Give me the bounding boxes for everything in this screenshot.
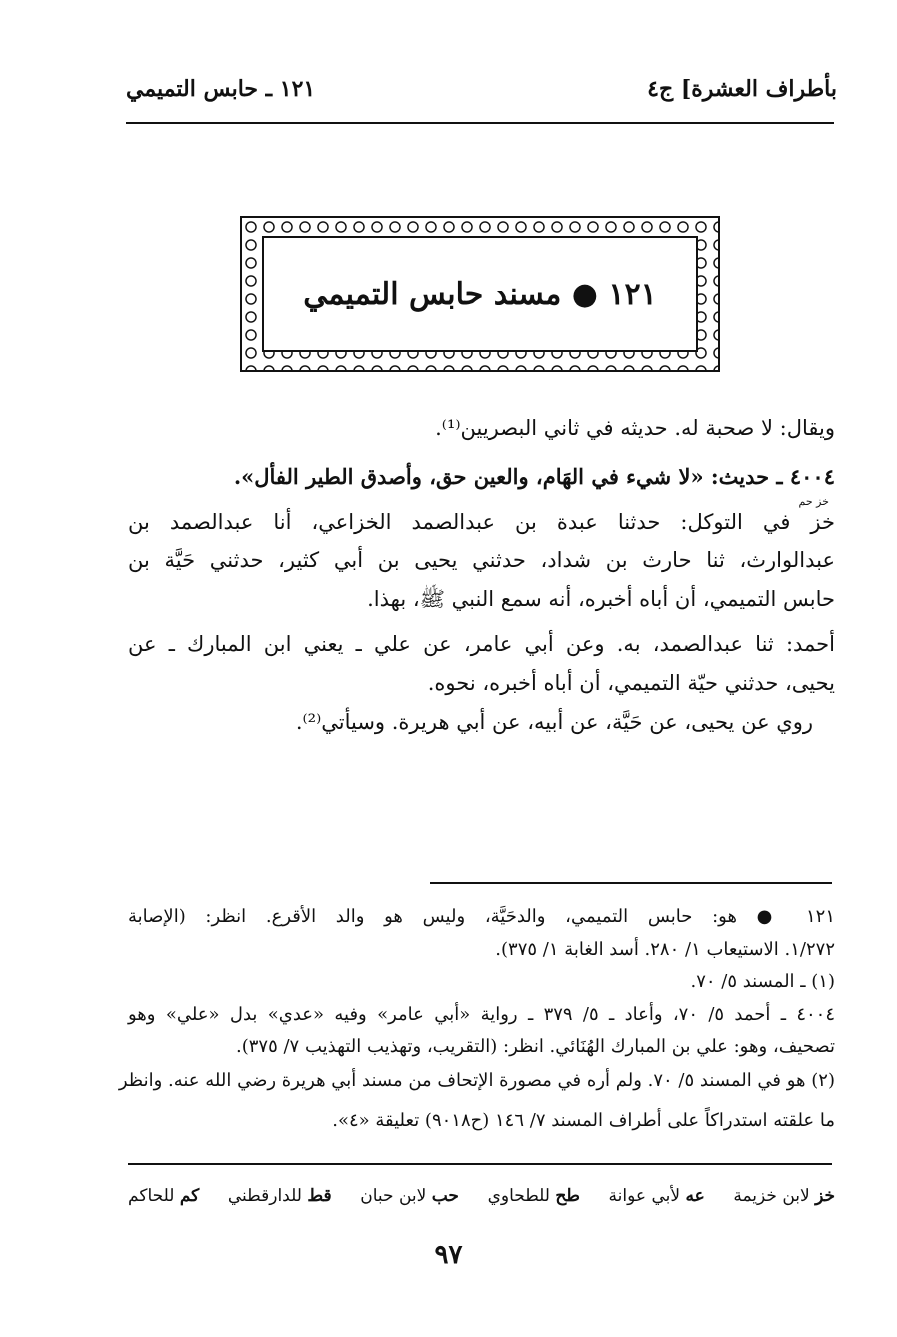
page-number: ٩٧ bbox=[434, 1240, 463, 1270]
hadith-heading: ٤٠٠٤ ـ حديث: «لا شيء في الهَام، والعين حق، وأصدق الطير الفأل». bbox=[233, 464, 835, 489]
key-rule bbox=[128, 1163, 832, 1165]
footnote-line-1: ١٢١ ● هو: حابس التميمي، والدحَيَّة، وليس هو والد الأقرع. انظر: (الإصابة bbox=[128, 906, 835, 927]
key-item: خز لابن خزيمة bbox=[733, 1186, 835, 1206]
key-item: حب لابن حبان bbox=[360, 1186, 459, 1206]
key-item: كم للحاكم bbox=[128, 1186, 200, 1206]
footnote-line-2: ١/٢٧٢. الاستيعاب ١/ ٢٨٠. أسد الغابة ١/ ٣٧٥). bbox=[495, 939, 835, 960]
key-item: طح للطحاوي bbox=[487, 1186, 580, 1206]
sigla-marker: خز حم bbox=[798, 495, 829, 508]
running-header-chapter: ١٢١ ـ حابس التميمي bbox=[126, 76, 316, 102]
section-title: ١٢١ ● مسند حابس التميمي bbox=[303, 276, 657, 312]
footnote-line-5: تصحيف، وهو: علي بن المبارك الهُنَائي. انظر: (التقريب، وتهذيب التهذيب ٧/ ٣٧٥). bbox=[235, 1036, 835, 1057]
footnote-rule bbox=[430, 882, 832, 884]
body-line-4: عبدالوارث، ثنا حارث بن شداد، حدثني يحيى بن أبي كثير، حدثني حَيَّة بن bbox=[128, 548, 835, 572]
body-line-6: أحمد: ثنا عبدالصمد، به. وعن أبي عامر، عن علي ـ يعني ابن المبارك ـ عن bbox=[128, 632, 835, 656]
body-line-1: ويقال: لا صحبة له. حديثه في ثاني البصريين⁽¹⁾. bbox=[435, 416, 835, 440]
body-line-3: خز في التوكل: حدثنا عبدة بن عبدالصمد الخزاعي، أنا عبدالصمد بن bbox=[128, 510, 835, 534]
body-line-7: يحيى، حدثني حيّة التميمي، أن أباه أخبره، نحوه. bbox=[427, 671, 835, 695]
footnote-line-6: (٢) هو في المسند ٥/ ٧٠. ولم أره في مصورة الإتحاف من مسند أبي هريرة رضي الله عنه. وانظر bbox=[118, 1070, 835, 1091]
ornamental-title-frame bbox=[240, 216, 720, 372]
key-item: قط للدارقطني bbox=[227, 1186, 332, 1206]
key-item: عه لأبي عوانة bbox=[608, 1186, 705, 1206]
running-header-book: بأطراف العشرة] ج٤ bbox=[647, 76, 837, 102]
abbreviation-key bbox=[128, 1186, 835, 1206]
footnote-line-4: ٤٠٠٤ ـ أحمد ٥/ ٧٠، وأعاد ـ ٥/ ٣٧٩ ـ رواية «أبي عامر» وفيه «عدي» بدل «علي» وهو bbox=[128, 1004, 836, 1025]
body-line-8: روي عن يحيى، عن حَيَّة، عن أبيه، عن أبي هريرة. وسيأتي⁽²⁾. bbox=[295, 710, 813, 734]
footnote-line-3: (١) ـ المسند ٥/ ٧٠. bbox=[690, 971, 835, 992]
footnote-line-7: ما علقته استدراكاً على أطراف المسند ٧/ ١٤٦ (ح٩٠١٨) تعليقة «٤». bbox=[332, 1110, 835, 1131]
title-panel bbox=[262, 236, 698, 352]
body-line-5: حابس التميمي، أن أباه أخبره، أنه سمع النبي ﷺ، بهذا. bbox=[367, 587, 835, 611]
header-rule bbox=[126, 122, 834, 124]
